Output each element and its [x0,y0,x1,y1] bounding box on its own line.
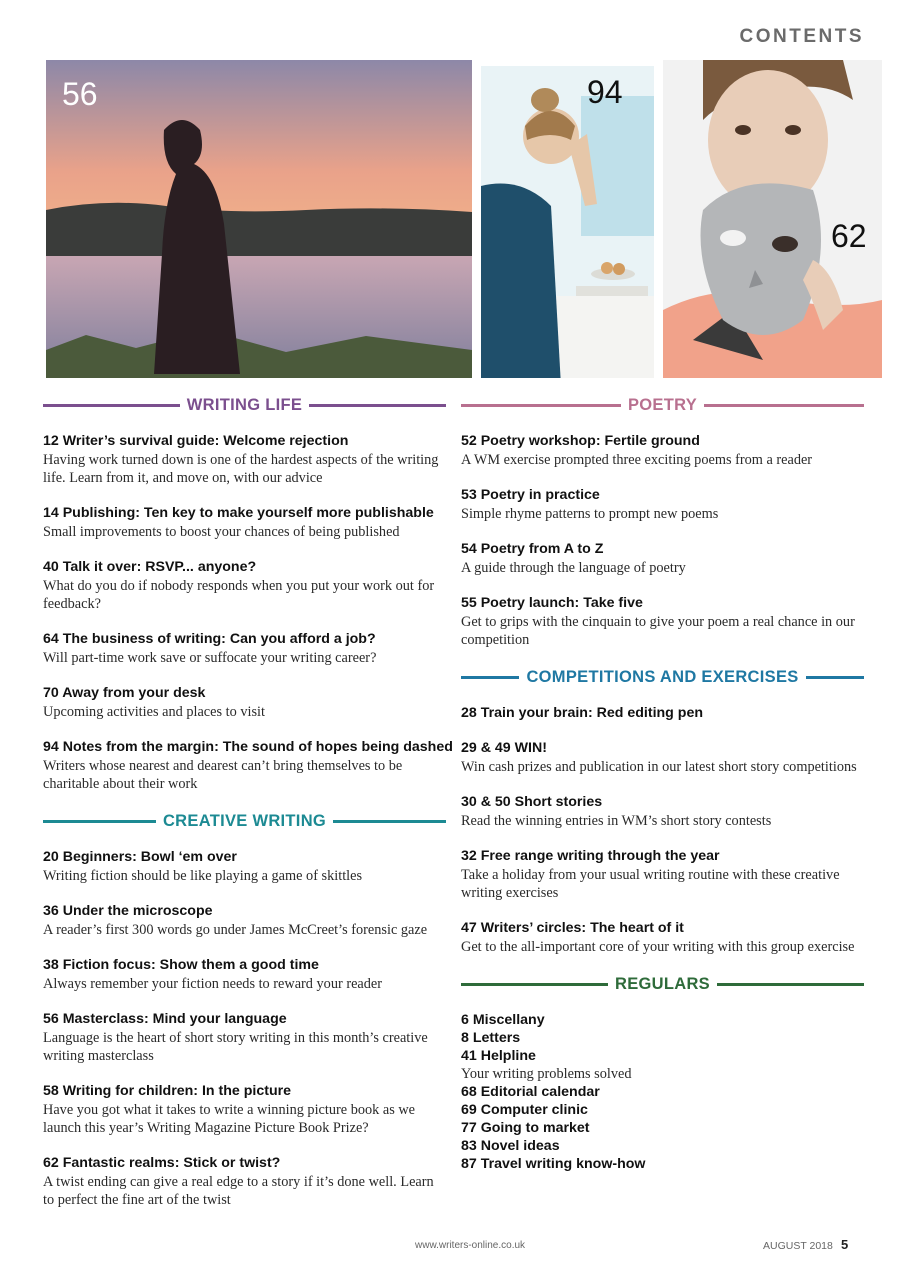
photo-sunset-lake[interactable] [46,60,472,378]
contents-entry[interactable] [43,956,446,993]
section-label: POETRY [627,395,698,414]
page-number-badge: 94 [587,74,623,110]
contents-entry[interactable] [461,432,864,469]
entry-title: 53 Poetry in practice [461,487,600,503]
entry-description: Writers whose nearest and dearest can’t bring themselves to be charitable about their work [43,758,403,792]
contents-entry[interactable] [43,630,446,667]
entry-description: Get to grips with the cinquain to give your poem a real chance in our competition [461,614,855,648]
contents-entry[interactable] [43,684,446,721]
photo-frustrated-writer[interactable] [481,66,654,378]
entry-title: 47 Writers’ circles: The heart of it [461,920,684,936]
left-column [43,394,453,1226]
page-number-badge: 62 [831,218,867,254]
section-rule [43,404,180,407]
entry-title: 62 Fantastic realms: Stick or twist? [43,1155,281,1171]
section-header-regulars [461,973,864,995]
contents-entry[interactable] [461,540,864,577]
footer-url[interactable]: www.writers-online.co.uk [415,1240,526,1251]
entry-description: Upcoming activities and places to visit [43,704,265,720]
contents-entry[interactable] [43,1082,446,1137]
entry-description: A WM exercise prompted three exciting poems from a reader [461,452,813,468]
section-rule [309,404,446,407]
section-rule [333,820,446,823]
contents-entry[interactable] [461,919,864,956]
entry-title: 12 Writer’s survival guide: Welcome rejection [43,433,349,449]
right-column [461,394,864,1173]
entry-description: Language is the heart of short story writing in this month’s creative writing masterclass [43,1030,428,1064]
entry-description: Simple rhyme patterns to prompt new poems [461,506,719,522]
entry-description: Will part-time work save or suffocate your writing career? [43,650,377,666]
entry-description: Get to the all-important core of your writing with this group exercise [461,939,855,955]
entry-title: 40 Talk it over: RSVP... anyone? [43,559,257,575]
entry-description: Always remember your fiction needs to reward your reader [43,976,383,992]
regular-entry[interactable]: 41 Helpline [461,1048,536,1064]
entry-description: Read the winning entries in WM’s short story contests [461,813,772,829]
entry-description: Having work turned down is one of the hardest aspects of the writing life. Learn from it, and move on, with our advice [43,452,439,486]
section-header-creative-writing [43,810,446,832]
contents-entry[interactable] [461,704,864,722]
entry-title: 94 Notes from the margin: The sound of hopes being dashed [43,739,453,755]
entry-description: A twist ending can give a real edge to a story if it’s done well. Learn to perfect the fine art of the twist [43,1174,434,1208]
regular-entry[interactable]: 69 Computer clinic [461,1102,588,1118]
contents-entry[interactable] [43,432,446,487]
section-label: COMPETITIONS AND EXERCISES [526,667,799,686]
entry-title: 29 & 49 WIN! [461,740,547,756]
regular-entry-description: Your writing problems solved [461,1066,632,1082]
entry-description: Take a holiday from your usual writing routine with these creative writing exercises [461,867,840,901]
contents-entry[interactable] [461,486,864,523]
entry-title: 55 Poetry launch: Take five [461,595,643,611]
contents-entry[interactable] [461,594,864,649]
contents-entry[interactable] [461,739,864,776]
entry-title: 20 Beginners: Bowl ‘em over [43,849,237,865]
regular-entry[interactable]: 68 Editorial calendar [461,1084,600,1100]
entry-title: 36 Under the microscope [43,903,213,919]
section-rule [704,404,864,407]
regular-entry[interactable]: 83 Novel ideas [461,1138,560,1154]
entry-description: Writing fiction should be like playing a game of skittles [43,868,363,884]
entry-title: 30 & 50 Short stories [461,794,603,810]
section-header-competitions [461,666,864,688]
sunset-lake-image [46,60,472,378]
contents-entry[interactable] [461,847,864,902]
section-label: REGULARS [615,974,710,993]
section-rule [43,820,156,823]
page-number-badge: 56 [62,76,98,112]
entry-title: 38 Fiction focus: Show them a good time [43,957,319,973]
section-label: CREATIVE WRITING [162,811,327,830]
section-header-writing-life [43,394,446,416]
entry-title: 54 Poetry from A to Z [461,541,604,557]
contents-entry[interactable] [43,902,446,939]
regular-entry[interactable]: 8 Letters [461,1030,521,1046]
frustrated-writer-image [481,66,654,378]
regulars-list [461,1011,864,1173]
entry-title: 28 Train your brain: Red editing pen [461,705,704,721]
contents-entry[interactable] [461,793,864,830]
entry-title: 56 Masterclass: Mind your language [43,1011,287,1027]
regular-entry[interactable]: 87 Travel writing know-how [461,1156,646,1172]
entry-description: A reader’s first 300 words go under James McCreet’s forensic gaze [43,922,428,938]
entry-description: A guide through the language of poetry [461,560,686,576]
entry-title: 52 Poetry workshop: Fertile ground [461,433,700,449]
section-header-poetry [461,394,864,416]
page-title: CONTENTS [739,26,864,47]
entry-description: Have you got what it takes to write a winning picture book as we launch this year’s Writing Magazine Picture Book Prize? [43,1102,416,1136]
section-rule [461,404,621,407]
section-rule [461,983,608,986]
regular-entry[interactable]: 77 Going to market [461,1120,590,1136]
photo-woman-mask[interactable] [663,60,882,378]
entry-title: 58 Writing for children: In the picture [43,1083,292,1099]
regular-entry[interactable]: 6 Miscellany [461,1012,545,1028]
entry-description: What do you do if nobody responds when you put your work out for feedback? [43,578,435,612]
section-label: WRITING LIFE [186,395,303,414]
section-rule [717,983,864,986]
section-rule [461,676,519,679]
entry-title: 32 Free range writing through the year [461,848,720,864]
entry-title: 14 Publishing: Ten key to make yourself more publishable [43,505,434,521]
contents-entry[interactable] [43,1010,446,1065]
entry-description: Small improvements to boost your chances of being published [43,524,400,540]
contents-entry[interactable] [43,738,453,793]
entry-title: 70 Away from your desk [43,685,206,701]
contents-entry[interactable] [43,558,446,613]
entry-title: 64 The business of writing: Can you afford a job? [43,631,376,647]
contents-entry[interactable] [43,848,446,885]
footer-page-number: 5 [841,1237,849,1252]
entry-description: Win cash prizes and publication in our latest short story competitions [461,759,857,775]
contents-entry[interactable] [43,1154,446,1209]
section-rule [806,676,864,679]
contents-entry[interactable] [43,504,446,541]
footer-date: AUGUST 2018 [763,1240,833,1252]
